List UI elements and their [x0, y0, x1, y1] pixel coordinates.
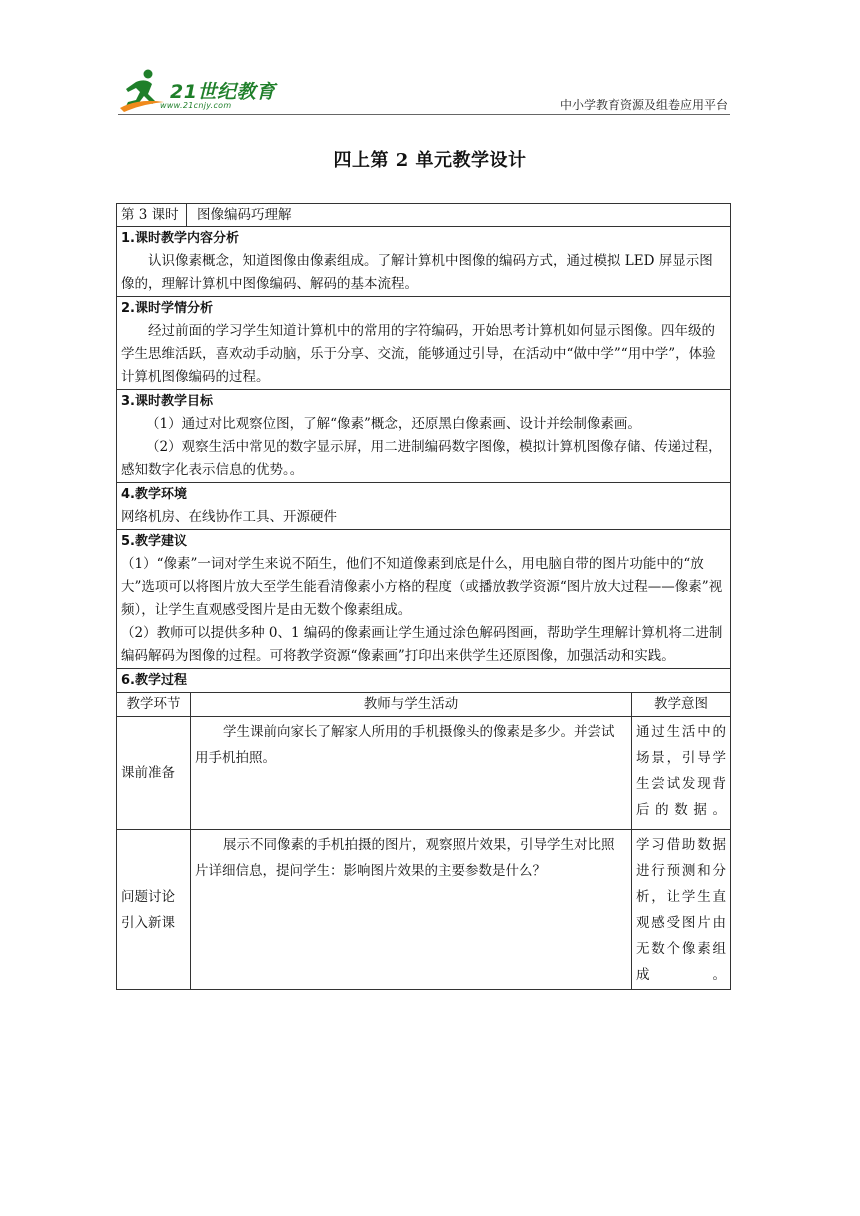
lesson-row [117, 204, 731, 227]
lesson-number: 第 3 课时 [117, 204, 187, 226]
stage-label: 问题讨论引入新课 [121, 888, 175, 931]
process-header-row [117, 693, 731, 717]
column-header: 教学环节 [117, 693, 191, 717]
intent-text: 学习借助数据进行预测和分析，让学生直观感受图片由无数个像素组成。 [636, 837, 726, 983]
section-process-heading [117, 669, 731, 693]
section-heading: 4.教学环境 [121, 487, 187, 502]
goal-item: （1）通过对比观察位图，了解“像素”概念，还原黑白像素画、设计并绘制像素画。 [146, 416, 641, 432]
section-environment [117, 483, 731, 530]
logo-url: www.21cnjy.com [160, 101, 232, 110]
process-row [117, 830, 731, 990]
header-divider [118, 114, 730, 115]
stage-label: 课前准备 [121, 764, 175, 781]
stage-cell [117, 717, 191, 830]
section-heading: 3.课时教学目标 [121, 394, 213, 409]
section-text: 网络机房、在线协作工具、开源硬件 [121, 509, 337, 525]
section-student-analysis [117, 297, 731, 390]
document-title: 四上第 2 单元教学设计 [333, 150, 527, 171]
section-suggestions [117, 530, 731, 669]
section-teaching-goals [117, 390, 731, 483]
intent-text: 通过生活中的场景，引导学生尝试发现背后的数据。 [636, 724, 726, 818]
page-header [118, 62, 730, 118]
lesson-design-table [116, 203, 731, 990]
stage-cell [117, 830, 191, 990]
lesson-name: 图像编码巧理解 [197, 207, 292, 223]
section-text: 经过前面的学习学生知道计算机中的常用的字符编码，开始思考计算机如何显示图像。四年级的学生思维活跃，喜欢动手动脑，乐于分享、交流，能够通过引导，在活动中“做中学”“用中学”，体验计算机图像编码的过程。 [121, 323, 716, 385]
column-header: 教学意图 [632, 693, 731, 717]
platform-name: 中小学教育资源及组卷应用平台 [559, 98, 728, 112]
suggestion-item: （1）“像素”一词对学生来说不陌生，他们不知道像素到底是什么，用电脑自带的图片功能中的“放大”选项可以将图片放大至学生能看清像素小方格的程度（或播放教学资源“图片放大过程——像素”视频），让学生直观感受图片是由无数个像素组成。 [121, 556, 723, 618]
section-heading: 6.教学过程 [121, 673, 187, 688]
column-header: 教师与学生活动 [191, 693, 632, 717]
logo [118, 68, 288, 112]
section-heading: 5.教学建议 [121, 534, 187, 549]
section-content-analysis [117, 227, 731, 297]
section-text: 认识像素概念，知道图像由像素组成。了解计算机中图像的编码方式，通过模拟 LED 屏显示图像的，理解计算机中图像编码、解码的基本流程。 [121, 253, 713, 292]
section-heading: 1.课时教学内容分析 [121, 231, 239, 246]
activity-text: 学生课前向家长了解家人所用的手机摄像头的像素是多少。并尝试用手机拍照。 [195, 724, 615, 766]
logo-text: 21世纪教育 [170, 81, 276, 103]
suggestion-item: （2）教师可以提供多种 0、1 编码的像素画让学生通过涂色解码图画，帮助学生理解计算机将二进制编码解码为图像的过程。可将教学资源“像素画”打印出来供学生还原图像，加强活动和实践。 [121, 625, 723, 664]
section-heading: 2.课时学情分析 [121, 301, 213, 316]
process-row [117, 717, 731, 830]
goal-item: （2）观察生活中常见的数字显示屏，用二进制编码数字图像，模拟计算机图像存储、传递过程，感知数字化表示信息的优势。。 [121, 439, 722, 478]
activity-text: 展示不同像素的手机拍摄的图片，观察照片效果，引导学生对比照片详细信息，提问学生：影响图片效果的主要参数是什么？ [195, 837, 615, 879]
